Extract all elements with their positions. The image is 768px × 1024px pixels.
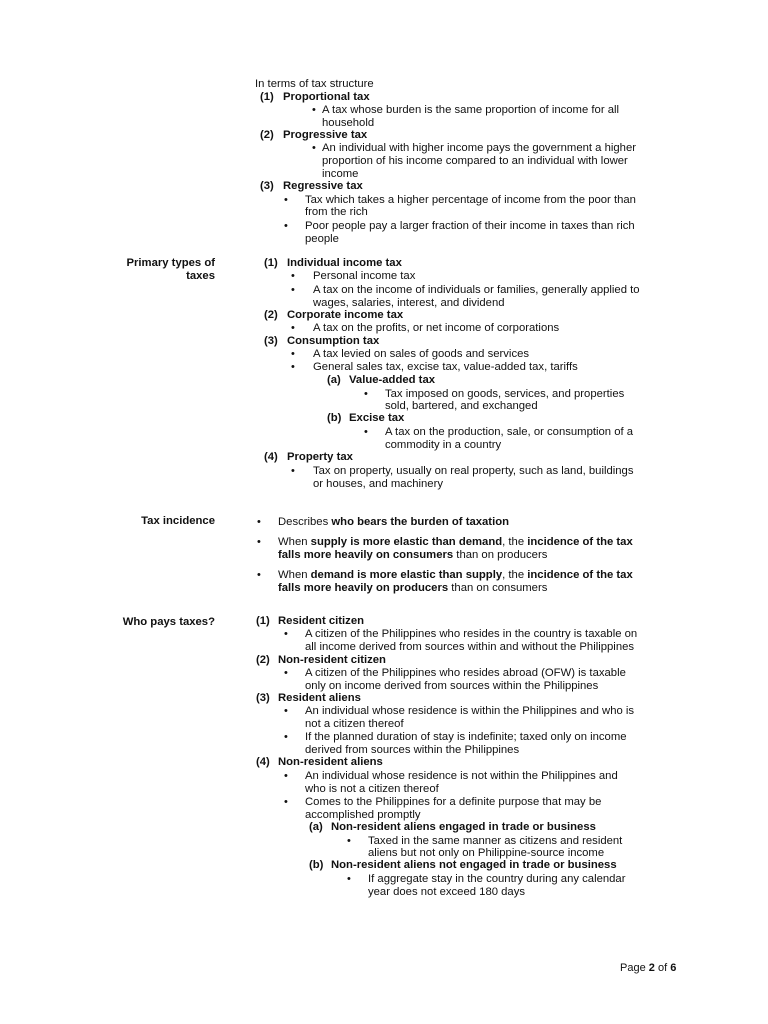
bullet-text: commodity in a country [385, 439, 502, 451]
item-number: (1) [260, 91, 274, 103]
bullet-text: An individual whose residence is within the Philippines and who is [305, 705, 635, 717]
bullet-text: If the planned duration of stay is indefinite; taxed only on income [305, 731, 627, 743]
bullet: • [284, 731, 288, 743]
sub-item-number: (b) [309, 859, 324, 871]
bullet-text: year does not exceed 180 days [368, 886, 526, 898]
bullet-text: only on income derived from sources within the Philippines [305, 680, 599, 692]
bullet: • [312, 104, 316, 116]
bullet: • [284, 705, 288, 717]
bullet-text: wages, salaries, interest, and dividend [313, 297, 505, 309]
item-title: Corporate income tax [287, 309, 404, 321]
incidence-bullet-3-line-1: When demand is more elastic than supply, the incidence of the tax [278, 569, 633, 581]
bullet-text: derived from sources within the Philippines [305, 744, 520, 756]
item-number: (4) [256, 756, 270, 768]
sub-item-number: (a) [327, 374, 341, 386]
bullet: • [257, 536, 261, 548]
bullet-text: accomplished promptly [305, 809, 421, 821]
bullet-text: all income derived from sources within and without the Philippines [305, 641, 635, 653]
bullet-text: not a citizen thereof [305, 718, 404, 730]
bullet: • [291, 465, 295, 477]
bullet-text: A citizen of the Philippines who resides abroad (OFW) is taxable [305, 667, 626, 679]
bullet-text: If aggregate stay in the country during any calendar [368, 873, 626, 885]
bullet: • [284, 194, 288, 206]
sub-item-title: Non-resident aliens not engaged in trade or business [331, 859, 617, 871]
bullet-text: Personal income tax [313, 270, 416, 282]
bullet-text: A citizen of the Philippines who resides in the country is taxable on [305, 628, 638, 640]
incidence-bullet-3-line-2: falls more heavily on producers than on consumers [278, 582, 548, 594]
item-number: (2) [260, 129, 274, 141]
item-number: (3) [264, 335, 278, 347]
side-label: Tax incidence [141, 515, 215, 527]
bullet-text: income [322, 168, 359, 180]
bullet: • [291, 322, 295, 334]
bullet-text: General sales tax, excise tax, value-added tax, tariffs [313, 361, 578, 373]
bullet: • [284, 667, 288, 679]
item-number: (2) [256, 654, 270, 666]
bullet-text: proportion of his income compared to an individual with lower [322, 155, 628, 167]
bullet: • [291, 270, 295, 282]
item-title: Individual income tax [287, 257, 402, 269]
bullet: • [347, 873, 351, 885]
bullet-text: An individual whose residence is not within the Philippines and [305, 770, 618, 782]
bullet-text: Tax imposed on goods, services, and properties [385, 388, 625, 400]
bullet: • [291, 348, 295, 360]
side-label: Primary types of [126, 257, 215, 269]
bullet-text: Poor people pay a larger fraction of their income in taxes than rich [305, 220, 635, 232]
item-number: (1) [256, 615, 270, 627]
side-label: Who pays taxes? [122, 616, 215, 628]
bullet-text: Taxed in the same manner as citizens and resident [368, 835, 623, 847]
bullet-text: A tax levied on sales of goods and services [313, 348, 530, 360]
bullet: • [257, 516, 261, 528]
item-title: Consumption tax [287, 335, 380, 347]
item-number: (3) [256, 692, 270, 704]
bullet-text: people [305, 233, 339, 245]
item-title: Resident citizen [278, 615, 365, 627]
bullet-text: A tax on the income of individuals or families, generally applied to [313, 284, 640, 296]
page-number: Page 2 of 6 [620, 962, 677, 974]
bullet-text: An individual with higher income pays the government a higher [322, 142, 636, 154]
sub-item-title: Value-added tax [349, 374, 436, 386]
side-label: taxes [186, 270, 215, 282]
bullet: • [312, 142, 316, 154]
incidence-bullet-2-line-2: falls more heavily on consumers than on producers [278, 549, 548, 561]
bullet-text: sold, bartered, and exchanged [385, 400, 538, 412]
bullet: • [347, 835, 351, 847]
bullet-text: who is not a citizen thereof [305, 783, 439, 795]
incidence-bullet-1: Describes who bears the burden of taxation [278, 516, 510, 528]
bullet: • [284, 220, 288, 232]
item-title: Resident aliens [278, 692, 361, 704]
bullet-text: household [322, 117, 375, 129]
sub-item-number: (a) [309, 821, 323, 833]
sub-item-number: (b) [327, 412, 342, 424]
item-title: Regressive tax [283, 180, 363, 192]
bullet-text: A tax on the profits, or net income of corporations [313, 322, 560, 334]
item-number: (1) [264, 257, 278, 269]
bullet: • [364, 426, 368, 438]
item-title: Proportional tax [283, 91, 370, 103]
item-number: (3) [260, 180, 274, 192]
item-number: (4) [264, 451, 278, 463]
bullet-text: or houses, and machinery [313, 478, 443, 490]
bullet: • [364, 388, 368, 400]
section-heading: In terms of tax structure [255, 78, 374, 90]
bullet-text: Tax which takes a higher percentage of income from the poor than [305, 194, 636, 206]
bullet-text: A tax whose burden is the same proportion of income for all [322, 104, 620, 116]
item-title: Progressive tax [283, 129, 368, 141]
bullet: • [284, 796, 288, 808]
sub-item-title: Excise tax [349, 412, 405, 424]
item-title: Property tax [287, 451, 353, 463]
bullet-text: aliens but not only on Philippine-source income [368, 847, 605, 859]
bullet: • [291, 284, 295, 296]
item-title: Non-resident citizen [278, 654, 386, 666]
bullet: • [284, 628, 288, 640]
sub-item-title: Non-resident aliens engaged in trade or business [331, 821, 596, 833]
bullet-text: Tax on property, usually on real property, such as land, buildings [313, 465, 634, 477]
bullet-text: from the rich [305, 206, 368, 218]
bullet: • [284, 770, 288, 782]
incidence-bullet-2-line-1: When supply is more elastic than demand, the incidence of the tax [278, 536, 633, 548]
bullet: • [257, 569, 261, 581]
item-title: Non-resident aliens [278, 756, 383, 768]
bullet-text: A tax on the production, sale, or consumption of a [385, 426, 634, 438]
bullet: • [291, 361, 295, 373]
item-number: (2) [264, 309, 278, 321]
bullet-text: Comes to the Philippines for a definite purpose that may be [305, 796, 602, 808]
